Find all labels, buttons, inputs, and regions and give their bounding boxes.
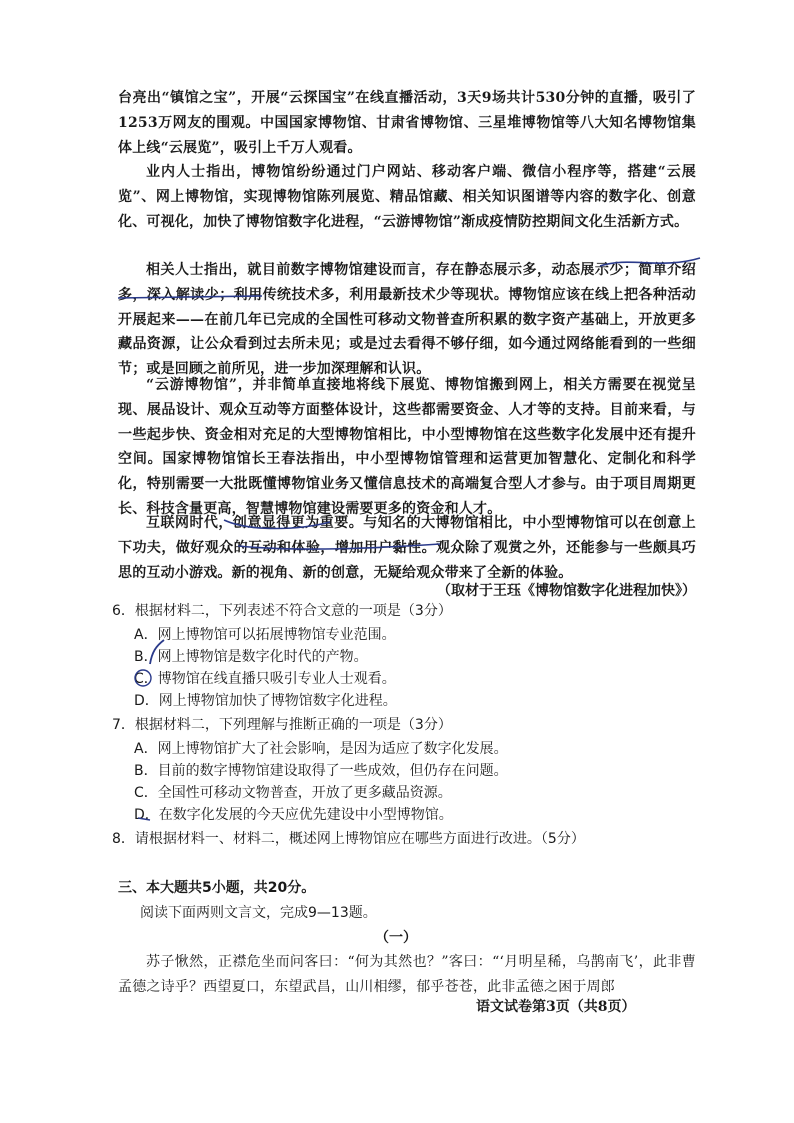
material-paragraph-3: 相关人士指出，就目前数字博物馆建设而言，存在静态展示多，动态展示少；简单介绍多，深入解读少；利用传统技术多，利用最新技术少等现状。博物馆应该在线上把各种活动开展起来——在前几年已完成的全国性可移动文物普查所积累的数字资产基础上，开放更多藏品资源，让公众看到过去所未见；或是过去看得不够仔细，如今通过网络能看到的一些细节；或是回顾之前所见，进一步加深理解和认识。 (118, 262, 696, 378)
question-7-option-a: A．网上博物馆扩大了社会影响，是因为适应了数字化发展。 (134, 741, 508, 757)
source-citation: （取材于王珏《博物馆数字化进程加快》） (437, 583, 696, 599)
material-paragraph-1: 台亮出“镇馆之宝”，开展“云探国宝”在线直播活动，3天9场共计530分钟的直播，吸引了1253万网友的围观。中国国家博物馆、甘肃省博物馆、三星堆博物馆等八大知名博物馆集体上线“云展览”，吸引上千万人观看。 (118, 90, 696, 156)
question-7-option-c: C．全国性可移动文物普查，开放了更多藏品资源。 (134, 785, 452, 801)
question-6-option-a: A．网上博物馆可以拓展博物馆专业范围。 (134, 627, 396, 643)
section-3-instruction: 阅读下面两则文言文，完成9—13题。 (140, 905, 377, 921)
material-paragraph-5: 互联网时代，创意显得更为重要。与知名的大博物馆相比，中小型博物馆可以在创意上下功夫，做好观众的互动和体验，增加用户黏性。观众除了观赏之外，还能参与一些颇具巧思的互动小游戏。新的视角、新的创意，无疑给观众带来了全新的体验。 (118, 515, 696, 581)
page-footer: 语文试卷第3页（共8页） (476, 999, 636, 1015)
material-paragraph-4: “云游博物馆”，并非简单直接地将线下展览、博物馆搬到网上，相关方需要在视觉呈现、展品设计、观众互动等方面整体设计，这些都需要资金、人才等的支持。目前来看，与一些起步快、资金相对充足的大型博物馆相比，中小型博物馆在这些数字化发展中还有提升空间。国家博物馆馆长王春法指出，中小型博物馆管理和运营更加智慧化、定制化和科学化，特别需要一大批既懂博物馆业务又懂信息技术的高端复合型人才参与。由于项目周期更长、科技含量更高，智慧博物馆建设需要更多的资金和人才。 (118, 377, 697, 517)
question-8-stem: 8．请根据材料一、材料二，概述网上博物馆应在哪些方面进行改进。（5分） (112, 831, 585, 847)
question-7-option-d: D．在数字化发展的今天应优先建设中小型博物馆。 (134, 807, 453, 823)
material-paragraph-2: 业内人士指出，博物馆纷纷通过门户网站、移动客户端、微信小程序等，搭建“云展览”、网上博物馆，实现博物馆陈列展览、精品馆藏、相关知识图谱等内容的数字化、创意化、可视化，加快了博物馆数字化进程，“云游博物馆”渐成疫情防控期间文化生活新方式。 (118, 164, 696, 230)
question-6-option-b: B．网上博物馆是数字化时代的产物。 (134, 649, 368, 665)
section-3-heading: 三、本大题共5小题，共20分。 (118, 880, 316, 896)
section-3-part-label: （一） (375, 930, 417, 946)
question-6-option-c: C．博物馆在线直播只吸引专业人士观看。 (134, 671, 396, 687)
question-6-stem: 6．根据材料二，下列表述不符合文意的一项是（3分） (112, 603, 452, 619)
question-7-stem: 7．根据材料二，下列理解与推断正确的一项是（3分） (112, 717, 452, 733)
classical-text: 苏子愀然，正襟危坐而问客曰：“何为其然也？”客曰：“‘月明星稀，乌鹊南飞’，此非曹孟德之诗乎？西望夏口，东望武昌，山川相缪，郁乎苍苍，此非孟德之困于周郎 (118, 954, 696, 995)
question-6-option-d: D．网上博物馆加快了博物馆数字化进程。 (134, 693, 397, 709)
question-7-option-b: B．目前的数字博物馆建设取得了一些成效，但仍存在问题。 (134, 763, 508, 779)
